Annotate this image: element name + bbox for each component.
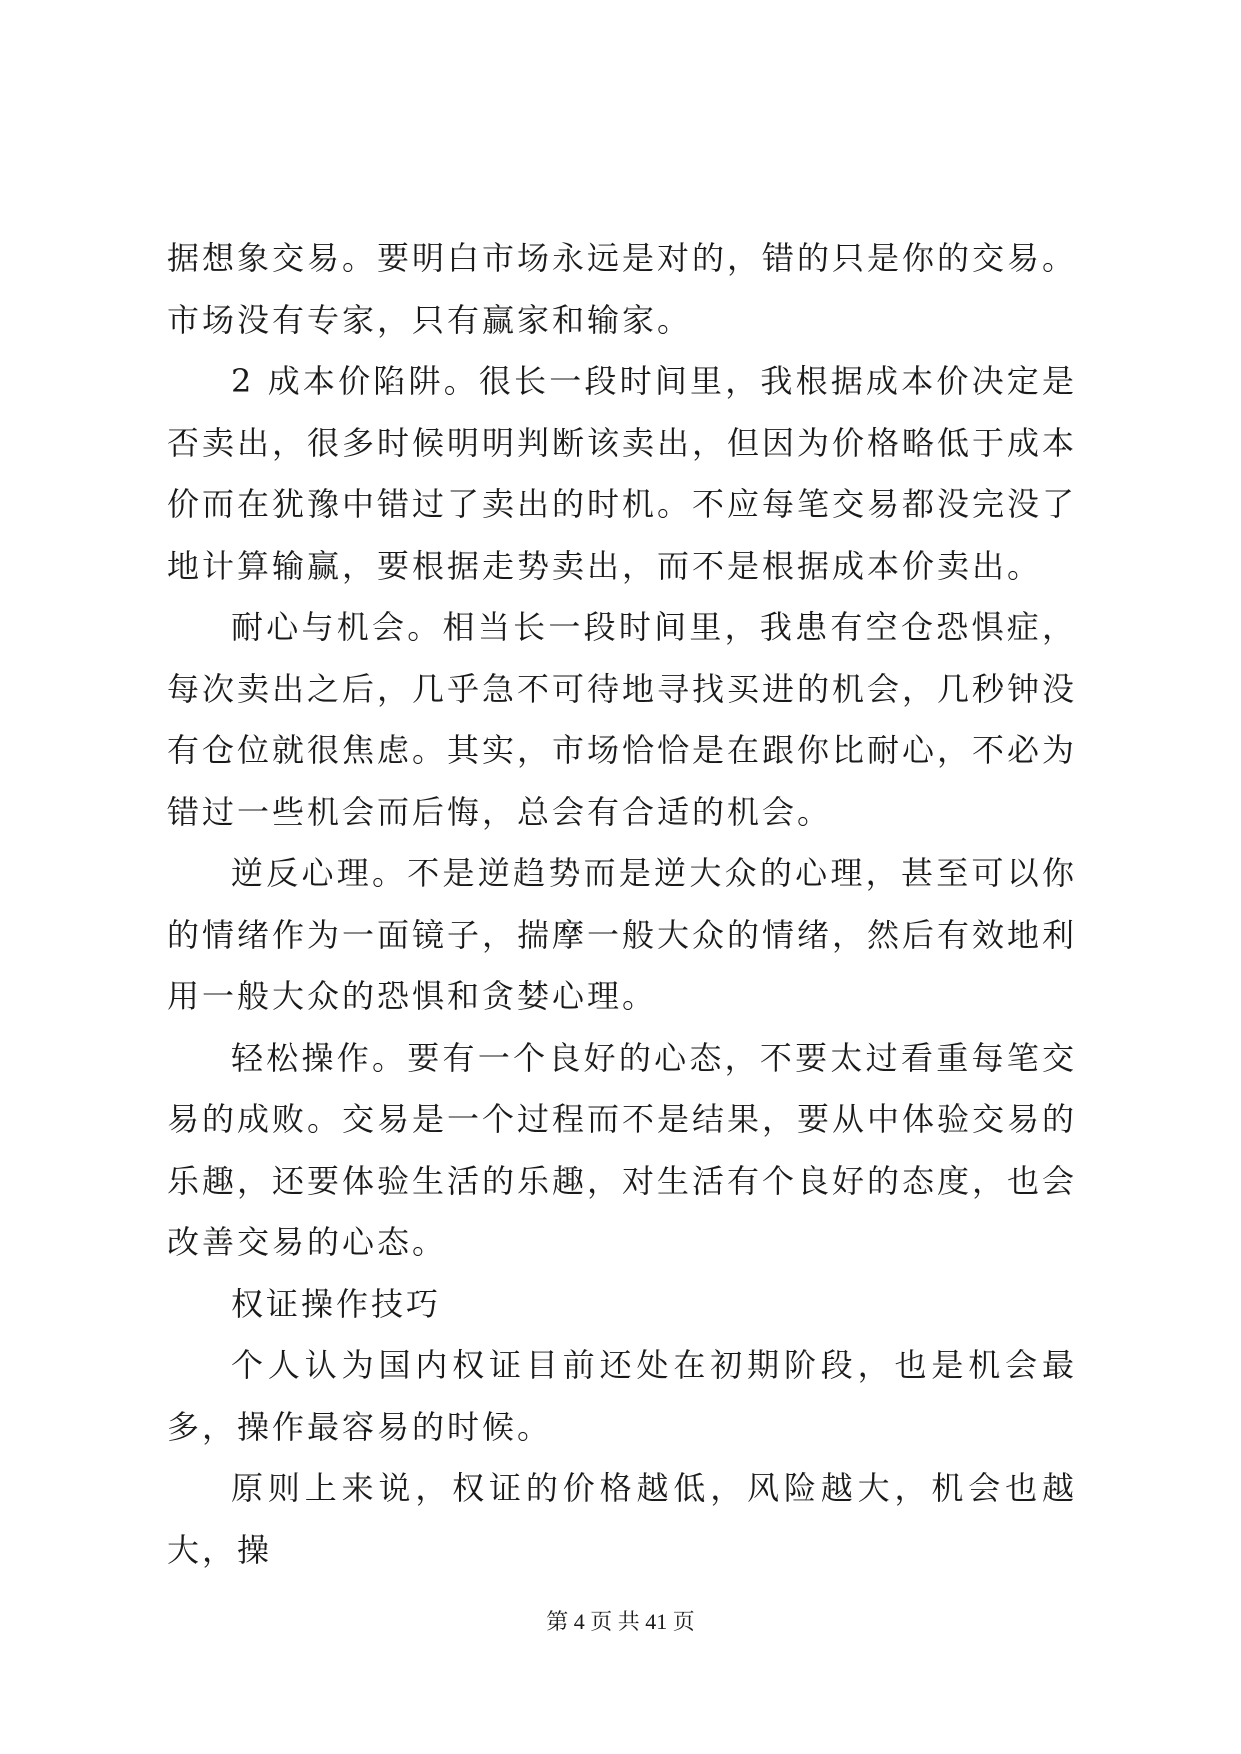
paragraph-2: 2 成本价陷阱。很长一段时间里，我根据成本价决定是否卖出，很多时候明明判断该卖出，但因为价格略低于成本价而在犹豫中错过了卖出的时机。不应每笔交易都没完没了地计算输赢，要根据走势卖出，而不是根据成本价卖出。 [167,362,1078,585]
paragraph-1: 据想象交易。要明白市场永远是对的，错的只是你的交易。市场没有专家，只有赢家和输家。 [167,239,1078,339]
paragraph-7: 原则上来说，权证的价格越低，风险越大，机会也越大，操 [167,1469,1077,1569]
section-heading: 权证操作技巧 [231,1284,442,1323]
paragraph-5: 轻松操作。要有一个良好的心态，不要太过看重每笔交易的成败。交易是一个过程而不是结果，要从中体验交易的乐趣，还要体验生活的乐趣，对生活有个良好的态度，也会改善交易的心态。 [167,1038,1078,1261]
page-number-footer: 第 4 页 共 41 页 [546,1609,695,1634]
paragraph-6: 个人认为国内权证目前还处在初期阶段，也是机会最多，操作最容易的时候。 [167,1346,1077,1446]
paragraph-3: 耐心与机会。相当长一段时间里，我患有空仓恐惧症，每次卖出之后，几乎急不可待地寻找买进的机会，几秒钟没有仓位就很焦虑。其实，市场恰恰是在跟你比耐心，不必为错过一些机会而后悔，总会有合适的机会。 [167,608,1078,831]
paragraph-4: 逆反心理。不是逆趋势而是逆大众的心理，甚至可以你的情绪作为一面镜子，揣摩一般大众的情绪，然后有效地利用一般大众的恐惧和贪婪心理。 [167,854,1078,1015]
document-body [167,228,1077,1581]
